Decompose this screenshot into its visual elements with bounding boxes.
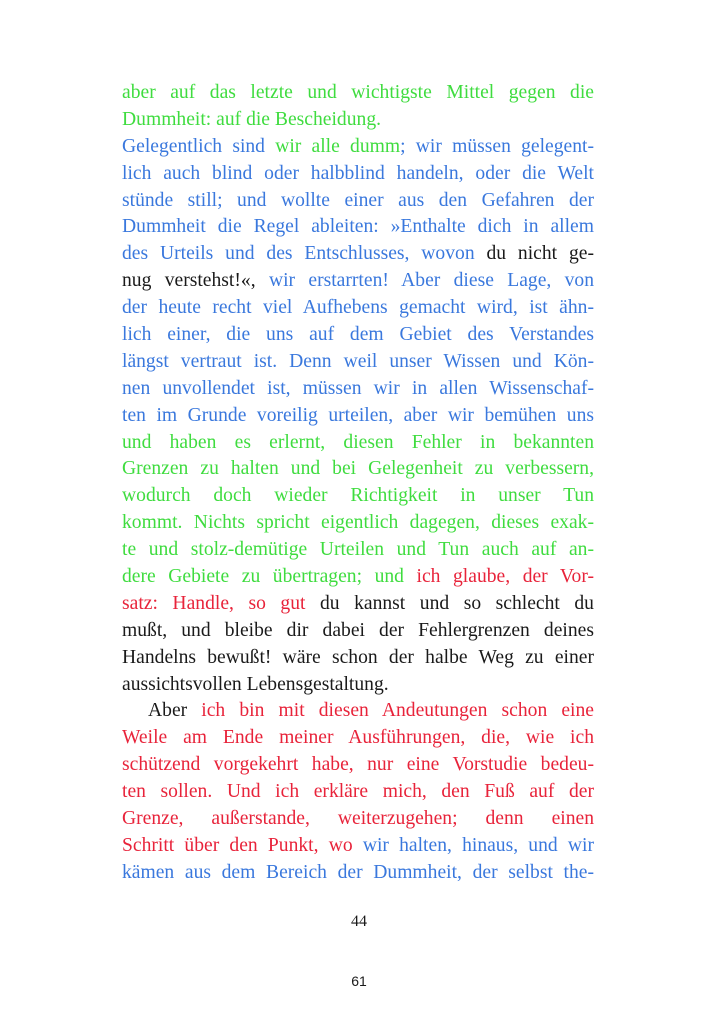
text-segment: schützend vorgekehrt habe, nur eine Vorstudie bedeu- [122, 754, 594, 776]
text-line [122, 268, 594, 295]
text-segment: längst vertraut ist. Denn weil unser Wissen und Kön- [122, 350, 594, 372]
text-line [122, 564, 594, 591]
text-segment: Schritt über den Punkt, wo [122, 834, 363, 856]
text-line [122, 456, 594, 483]
text-line [122, 376, 594, 403]
text-line [122, 645, 594, 672]
text-segment: ; wir müssen gelegent- [400, 135, 594, 157]
text-segment: Dummheit: auf die Bescheidung. [122, 108, 382, 130]
text-segment: nug verstehst!«, [122, 270, 269, 292]
text-segment: wir halten, hinaus, und wir [362, 834, 594, 856]
text-line [122, 591, 594, 618]
text-segment: der heute recht viel Aufhebens gemacht wird, ist ähn- [122, 297, 594, 319]
body-text [122, 80, 594, 887]
text-segment: lich einer, die uns auf dem Gebiet des Verstandes [122, 324, 594, 346]
scan-page-number: 61 [351, 973, 367, 989]
text-segment: satz: Handle, so gut [122, 592, 320, 614]
text-segment: Handelns bewußt! wäre schon der halbe Weg zu einer [122, 646, 594, 668]
text-line [122, 295, 594, 322]
text-segment: Gelegentlich sind [122, 135, 276, 157]
text-segment: wir alle dumm [275, 135, 401, 157]
text-line [122, 537, 594, 564]
text-segment: nen unvollendet ist, müssen wir in allen Wissenschaf- [122, 377, 594, 399]
text-segment: Dummheit die Regel ableiten: »Enthalte dich in allem [122, 216, 594, 238]
text-line [122, 161, 594, 188]
text-segment: des Urteils und des Entschlusses, wovon [122, 243, 487, 265]
text-line [122, 214, 594, 241]
text-segment: kämen aus dem Bereich der Dummheit, der selbst the- [122, 861, 594, 883]
text-segment: aber auf das letzte und wichtigste Mittel gegen die [122, 82, 594, 103]
text-line [122, 698, 594, 725]
text-segment: ich glaube, der Vor- [416, 566, 594, 588]
text-line [122, 752, 594, 779]
text-line [122, 188, 594, 215]
text-segment: kommt. Nichts spricht eigentlich dagegen, dieses exak- [122, 512, 594, 534]
text-line [122, 349, 594, 376]
text-segment: lich auch blind oder halbblind handeln, oder die Welt [122, 162, 594, 184]
text-segment: stünde still; und wollte einer aus den Gefahren der [122, 189, 594, 211]
text-line [122, 833, 594, 860]
text-segment: wir erstarrten! Aber diese Lage, von [268, 270, 595, 292]
text-segment: te und stolz-demütige Urteilen und Tun auch auf an- [122, 539, 594, 561]
text-segment: Grenzen zu halten und bei Gelegenheit zu verbessern, [122, 458, 594, 480]
text-segment: mußt, und bleibe dir dabei der Fehlergrenzen deines [122, 619, 594, 641]
text-line [122, 134, 594, 161]
text-line [122, 483, 594, 510]
text-line [122, 430, 594, 457]
text-segment: und haben es erlernt, diesen Fehler in bekannten [122, 431, 594, 453]
text-segment: ten sollen. Und ich erkläre mich, den Fuß auf der [122, 781, 594, 803]
text-line [122, 510, 594, 537]
text-line [122, 806, 594, 833]
text-line [122, 107, 594, 134]
text-segment: ich bin mit diesen Andeutungen schon eine [201, 700, 594, 722]
text-line [122, 672, 594, 699]
text-line [122, 80, 594, 107]
text-segment: Grenze, außerstande, weiterzugehen; denn einen [122, 808, 594, 830]
text-segment: Aber [148, 700, 202, 722]
text-line [122, 725, 594, 752]
text-line [122, 779, 594, 806]
text-line [122, 403, 594, 430]
text-segment: aussichtsvollen Lebensgestaltung. [122, 673, 389, 695]
text-line [122, 860, 594, 887]
text-segment: wodurch doch wieder Richtigkeit in unser Tun [122, 485, 594, 507]
text-segment: dere Gebiete zu übertragen; und [122, 566, 417, 588]
text-line [122, 618, 594, 645]
page-number: 44 [351, 913, 367, 930]
text-segment: ten im Grunde voreilig urteilen, aber wir bemühen uns [122, 404, 594, 426]
text-segment: du kannst und so schlecht du [319, 592, 594, 614]
text-line [122, 322, 594, 349]
text-segment: Weile am Ende meiner Ausführungen, die, wie ich [122, 727, 594, 749]
text-segment: du nicht ge- [486, 243, 594, 265]
text-line [122, 241, 594, 268]
